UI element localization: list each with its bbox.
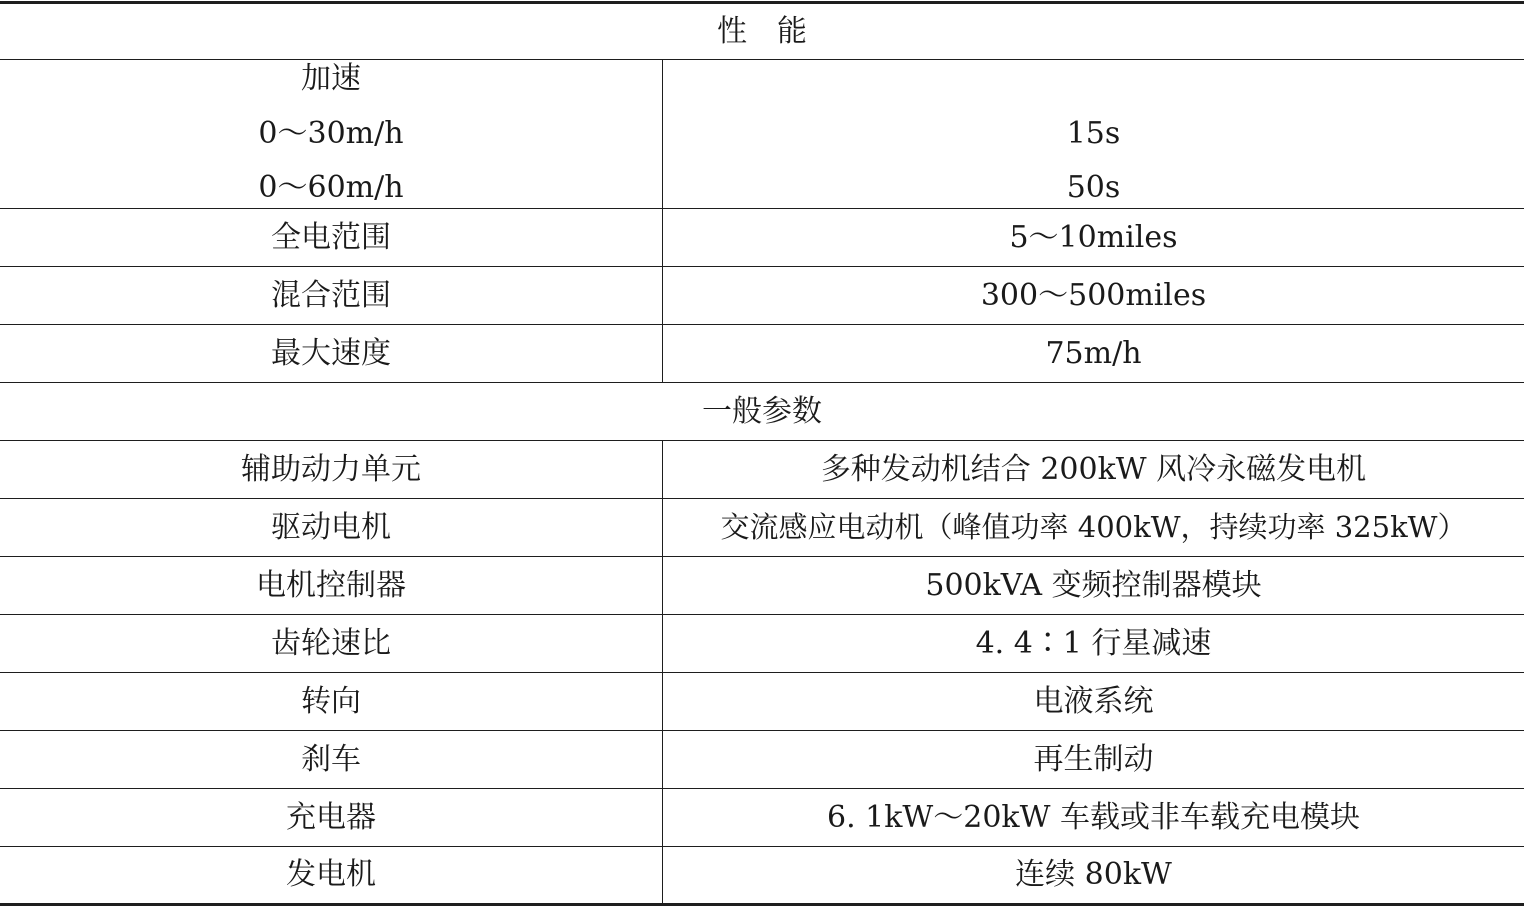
section-header-performance (0, 4, 1524, 59)
row-value: 多种发动机结合 200kW 风冷永磁发电机 (820, 451, 1367, 487)
row-label: 驱动电机 (271, 509, 391, 545)
section-header-text: 性 能 (717, 13, 807, 49)
row-value: 6. 1kW～20kW 车载或非车载充电模块 (827, 799, 1360, 835)
acceleration-label: 加速 (301, 61, 361, 96)
row-label: 全电范围 (271, 219, 391, 255)
row-label: 发电机 (286, 857, 376, 892)
row-value: 再生制动 (1033, 741, 1154, 777)
acceleration-row-label: 0～60m/h (258, 170, 404, 205)
row-label: 混合范围 (271, 277, 391, 313)
acceleration-row-label: 0～30m/h (258, 116, 404, 151)
row-value: 75m/h (1045, 335, 1142, 371)
row-label: 电机控制器 (256, 567, 406, 603)
row-value: 电液系统 (1033, 683, 1154, 719)
row-label: 齿轮速比 (271, 625, 391, 661)
row-value: 连续 80kW (1015, 857, 1172, 892)
row-label: 最大速度 (271, 335, 391, 371)
acceleration-row-value: 15s (1066, 116, 1121, 151)
table-bottom-rule (0, 903, 1524, 906)
row-label: 辅助动力单元 (241, 451, 421, 487)
row-label: 充电器 (286, 799, 376, 835)
row-label: 刹车 (301, 741, 361, 777)
row-value: 500kVA 变频控制器模块 (925, 567, 1262, 603)
row-value: 交流感应电动机（峰值功率 400kW，持续功率 325kW） (720, 510, 1467, 544)
section-header-general: 一般参数 (702, 393, 822, 429)
row-value: 5～10miles (1009, 219, 1178, 255)
row-value: 4. 4∶1 行星减速 (975, 625, 1212, 661)
row-value: 300～500miles (980, 277, 1207, 313)
acceleration-row-value: 50s (1066, 170, 1121, 205)
row-label: 转向 (301, 683, 361, 719)
